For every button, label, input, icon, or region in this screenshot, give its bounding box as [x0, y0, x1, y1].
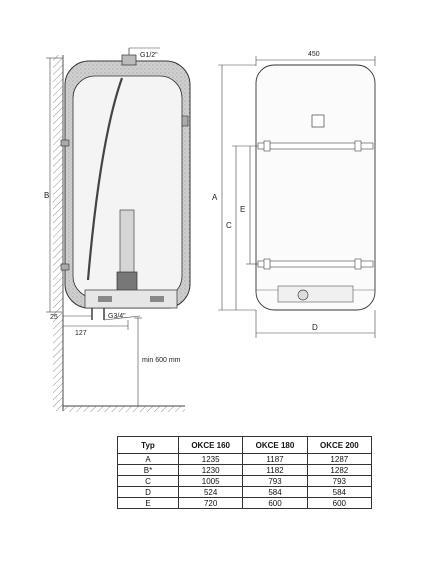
table-cell: 1005	[179, 476, 243, 487]
table-cell: 584	[243, 487, 307, 498]
header-okce-180: OKCE 180	[243, 437, 307, 454]
specification-table	[117, 436, 372, 509]
table-cell: 600	[243, 498, 307, 509]
clearance-dimension	[134, 318, 142, 406]
table-cell: 793	[243, 476, 307, 487]
table-cell: D	[118, 487, 179, 498]
header-typ: Typ	[118, 437, 179, 454]
table-header-row	[118, 437, 372, 454]
table-cell: 1187	[243, 454, 307, 465]
table-row	[118, 465, 372, 476]
table-cell: 584	[307, 487, 371, 498]
dim-25-label: 25	[50, 314, 58, 321]
table-cell: 1282	[307, 465, 371, 476]
dim-d-label: D	[312, 323, 318, 332]
dim-e-label: E	[240, 205, 246, 214]
table-cell: A	[118, 454, 179, 465]
dimension-c	[232, 146, 258, 310]
header-okce-160: OKCE 160	[179, 437, 243, 454]
table-row	[118, 498, 372, 509]
table-cell: 1287	[307, 454, 371, 465]
outlet-label: G3/4"	[108, 313, 126, 320]
table-cell: 1182	[243, 465, 307, 476]
table-cell: 793	[307, 476, 371, 487]
table-cell: 600	[307, 498, 371, 509]
dim-450-label: 450	[308, 51, 320, 58]
table-cell: B*	[118, 465, 179, 476]
dim-b-label: B	[44, 191, 50, 200]
table-row	[118, 487, 372, 498]
header-okce-200: OKCE 200	[307, 437, 371, 454]
tank-front-view	[256, 65, 375, 310]
dim-c-label: C	[226, 221, 232, 230]
table-row	[118, 454, 372, 465]
tank-section	[61, 48, 190, 320]
min-clearance-label: min 600 mm	[142, 357, 181, 364]
inlet-label: G1/2"	[140, 52, 158, 59]
table-cell: 720	[179, 498, 243, 509]
bottom-dimensions	[63, 314, 140, 411]
table-cell: E	[118, 498, 179, 509]
dim-a-label: A	[212, 193, 218, 202]
table-cell: 1230	[179, 465, 243, 476]
table-cell: 524	[179, 487, 243, 498]
dim-127-label: 127	[75, 330, 87, 337]
table-cell: 1235	[179, 454, 243, 465]
table-cell: C	[118, 476, 179, 487]
table-row	[118, 476, 372, 487]
